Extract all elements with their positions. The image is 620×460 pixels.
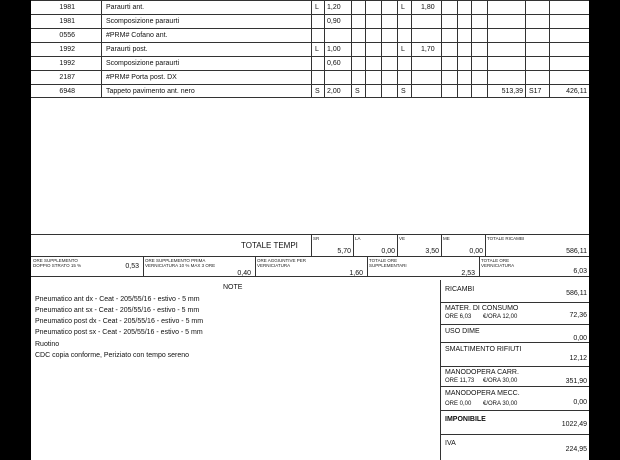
op-flag: L: [315, 4, 319, 11]
smalt-label: SMALTIMENTO RIFIUTI: [445, 346, 522, 353]
summary-section: [441, 280, 590, 460]
sr-value: 5,70: [337, 248, 351, 255]
part-code: 1981: [59, 4, 75, 11]
paint-flag: L: [401, 4, 405, 11]
mater-rate: €/ORA 12,00: [483, 314, 518, 320]
imponibile-label: IMPONIBILE: [445, 416, 486, 423]
mecc-label: MANODOPERA MECC.: [445, 390, 520, 397]
mater-label: MATER. DI CONSUMO: [445, 305, 519, 312]
part-description: Scomposizione paraurti: [106, 18, 180, 25]
note-line: Ruotino: [35, 341, 60, 348]
part-code: 1992: [59, 46, 75, 53]
op-hours: 0,60: [327, 60, 341, 67]
part-code: 0556: [59, 32, 75, 39]
mecc-rate: €/ORA 30,00: [483, 401, 518, 407]
mecc-value: 0,00: [573, 399, 587, 406]
op-flag-2: S: [355, 88, 360, 95]
ve-label: VE: [399, 236, 406, 241]
totals-section: [31, 234, 590, 282]
smalt-value: 12,12: [569, 355, 587, 362]
carr-value: 351,90: [565, 378, 587, 385]
supplement-value: 0,40: [237, 270, 251, 277]
part-code: 1992: [59, 60, 75, 67]
note-line: Pneumatico post dx - Ceat - 205/55/16 - estivo - 5 mm: [35, 318, 204, 325]
supplement-value: 0,53: [125, 263, 139, 270]
iva-label: IVA: [445, 440, 456, 447]
mecc-ore: ORE 0,00: [445, 401, 472, 407]
la-value: 0,00: [381, 248, 395, 255]
paint-flag: L: [401, 46, 405, 53]
part-description: Scomposizione paraurti: [106, 60, 180, 67]
uso-label: USO DIME: [445, 328, 480, 335]
part-description: Paraurti ant.: [106, 4, 145, 11]
op-hours: 1,20: [327, 4, 341, 11]
mater-value: 72,36: [569, 312, 587, 319]
part-code: 1981: [59, 18, 75, 25]
carr-ore: ORE 11,73: [445, 378, 475, 384]
ricambi-label: RICAMBI: [445, 286, 475, 293]
notes-title: NOTE: [223, 284, 243, 291]
op-flag: S: [315, 88, 320, 95]
items-table: [31, 0, 590, 98]
supplement-label: TOTALE ORE VERNICIATURA: [481, 258, 515, 268]
document-page: [30, 0, 590, 460]
part-code: 6948: [59, 88, 75, 95]
supplement-value: 6,03: [573, 268, 587, 275]
supplement-label: ORE SUPPLEMENTO PRIMA VERNICIATURA 10 % MAX 3 ORE: [145, 258, 216, 268]
op-hours: 2,00: [327, 88, 341, 95]
paint-hours: 1,70: [421, 46, 435, 53]
imponibile-value: 1022,49: [561, 421, 587, 428]
note-line: Pneumatico ant sx - Ceat - 205/55/16 - estivo - 5 mm: [35, 307, 200, 314]
totale-tempi-label: TOTALE TEMPI: [241, 241, 298, 250]
part-description: Paraurti post.: [106, 46, 148, 53]
unit-price: 513,39: [501, 88, 523, 95]
sr-label: SR: [313, 236, 320, 241]
part-description: #PRM# Cofano ant.: [106, 32, 168, 39]
totale-ricambi-label: TOTALE RICAMBI: [487, 236, 525, 241]
iva-value: 224,95: [565, 446, 587, 453]
me-label: ME: [443, 236, 450, 241]
line-total: 426,11: [566, 88, 587, 95]
supplement-label: TOTALE ORE SUPPLEMENTARI: [369, 258, 407, 268]
supplement-value: 1,60: [349, 270, 363, 277]
op-flag: L: [315, 46, 319, 53]
carr-rate: €/ORA 30,00: [483, 378, 518, 384]
op-hours: 0,90: [327, 18, 341, 25]
part-description: #PRM# Porta post. DX: [106, 74, 177, 81]
mater-ore: ORE 6,03: [445, 314, 472, 320]
paint-flag: S: [401, 88, 406, 95]
vat-code: S17: [529, 88, 542, 95]
uso-value: 0,00: [573, 335, 587, 342]
notes-section: [31, 280, 441, 460]
note-line: CDC copia conforme, Periziato con tempo sereno: [35, 352, 190, 359]
ve-value: 3,50: [425, 248, 439, 255]
part-code: 2187: [59, 74, 75, 81]
ricambi-value: 586,11: [566, 290, 587, 297]
supplement-label: ORE AGGIUNTIVE PER VERNICIATURA: [257, 258, 307, 268]
part-description: Tappeto pavimento ant. nero: [106, 88, 195, 95]
supplement-label: ORE SUPPLEMENTO DOPPIO STRATO 15 %: [33, 258, 82, 268]
la-label: LA: [355, 236, 361, 241]
carr-label: MANODOPERA CARR.: [445, 369, 519, 376]
totale-ricambi-value: 586,11: [566, 248, 587, 255]
note-line: Pneumatico post sx - Ceat - 205/55/16 - estivo - 5 mm: [35, 329, 203, 336]
supplement-value: 2,53: [461, 270, 475, 277]
note-line: Pneumatico ant dx - Ceat - 205/55/16 - estivo - 5 mm: [35, 296, 200, 303]
op-hours: 1,00: [327, 46, 341, 53]
paint-hours: 1,80: [421, 4, 435, 11]
me-value: 0,00: [469, 248, 483, 255]
